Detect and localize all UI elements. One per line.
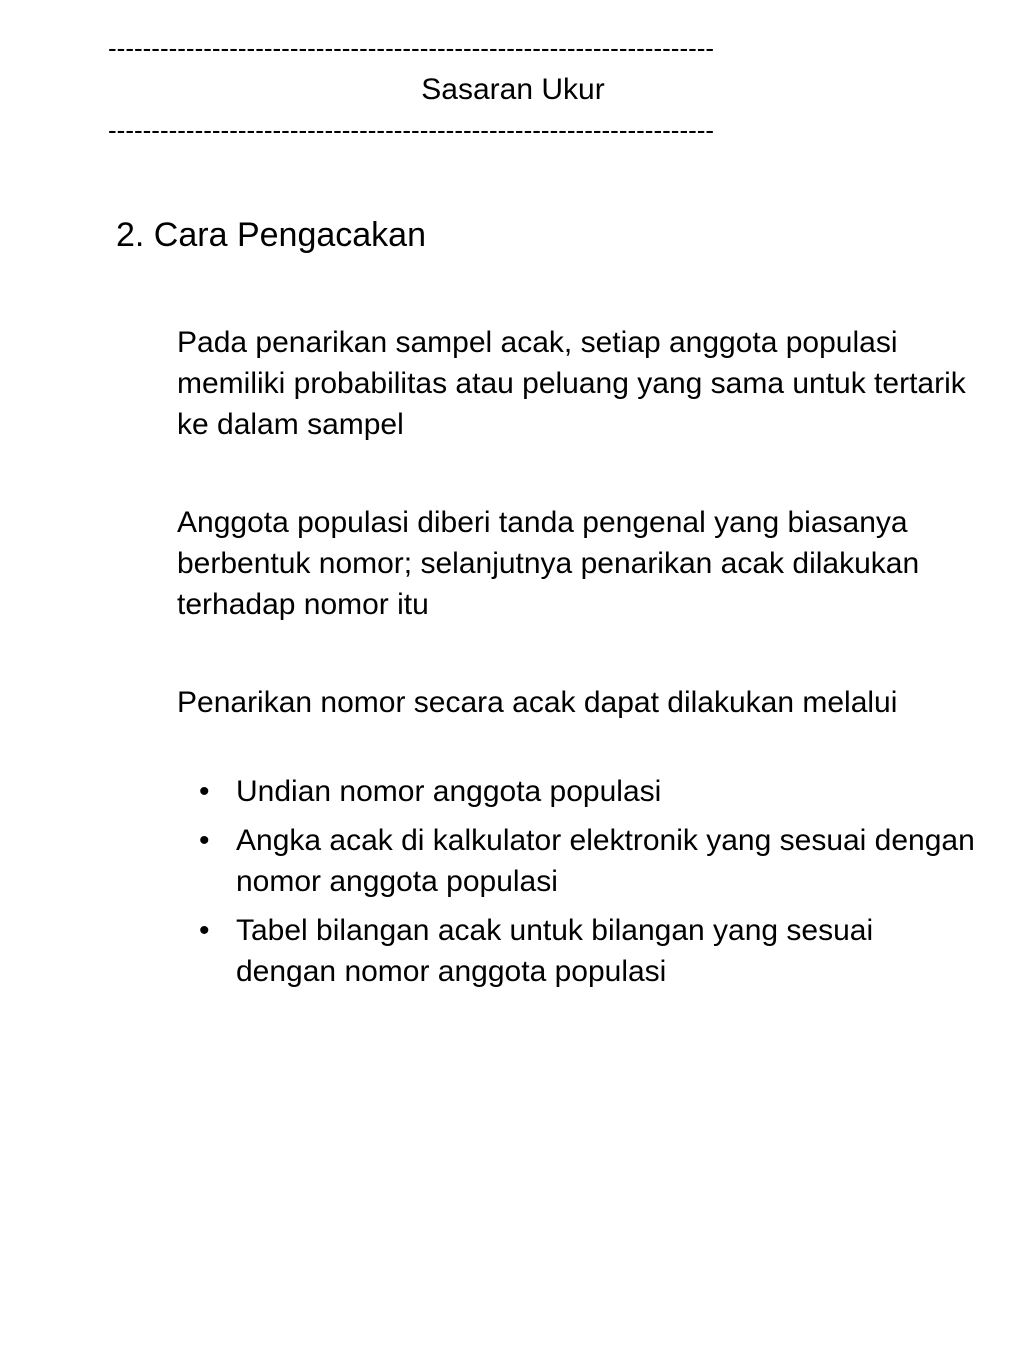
paragraph-random-sampling: Pada penarikan sampel acak, setiap anggota populasi memiliki probabilitas atau peluang yang sama untuk tertarik ke dalam sampel — [177, 326, 966, 441]
methods-bullet-list — [177, 771, 977, 1000]
header-divider-bottom: ---------------------------------------------------------------------- — [108, 115, 715, 145]
list-item — [177, 820, 977, 902]
header-title: Sasaran Ukur — [421, 73, 605, 106]
bullet-marker: • — [199, 775, 210, 808]
bullet-marker: • — [199, 914, 210, 947]
paragraph-methods-intro: Penarikan nomor secara acak dapat dilakukan melalui — [177, 686, 898, 719]
bullet-text: Tabel bilangan acak untuk bilangan yang sesuai dengan nomor anggota populasi — [236, 914, 874, 988]
paragraph-identifier-numbers: Anggota populasi diberi tanda pengenal yang biasanya berbentuk nomor; selanjutnya penarikan acak dilakukan terhadap nomor itu — [177, 506, 920, 621]
bullet-text: Angka acak di kalkulator elektronik yang sesuai dengan nomor anggota populasi — [236, 824, 975, 898]
list-item — [177, 910, 977, 992]
bullet-marker: • — [199, 824, 210, 857]
list-item — [177, 771, 977, 812]
section-heading: 2. Cara Pengacakan — [116, 216, 426, 254]
header-divider-top: ---------------------------------------------------------------------- — [108, 33, 715, 63]
bullet-text: Undian nomor anggota populasi — [236, 775, 662, 808]
